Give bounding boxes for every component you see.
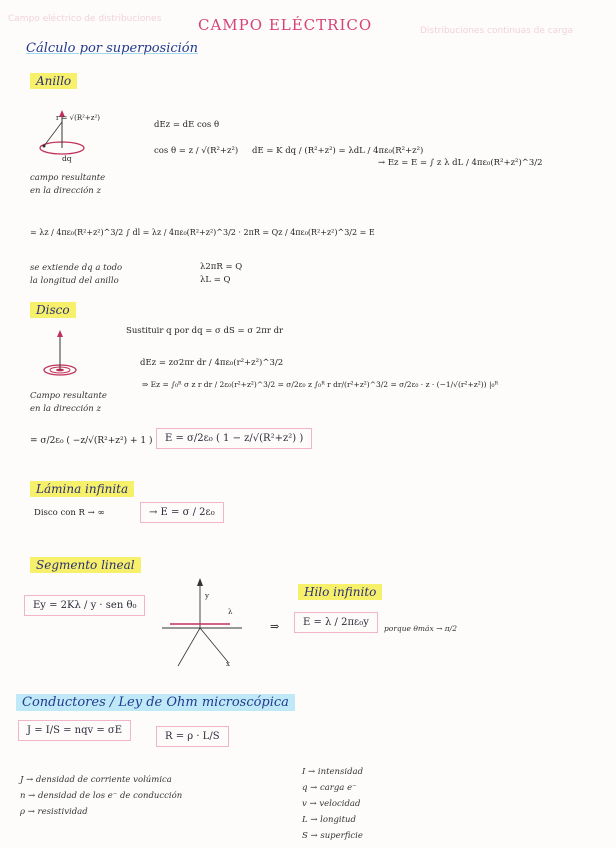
section-superposicion-title: Cálculo por superposición — [26, 41, 199, 56]
conductores-leg-2: q → carga e⁻ — [302, 783, 357, 793]
conductores-leg-1: I → intensidad — [302, 767, 364, 777]
hilo-arrow: ⇒ — [270, 620, 280, 633]
segmento-axis-y: y — [205, 592, 209, 600]
disco-eq-4-box: E = σ/2ε₀ ( 1 − z/√(R²+z²) ) — [156, 428, 312, 449]
segmento-axis-x: x — [226, 660, 230, 668]
segmento-eq-box: Ey = 2Kλ / y · sen θ₀ — [24, 595, 145, 616]
anillo-eq-5: = λz / 4πε₀(R²+z²)^3/2 ∫ dl = λz / 4πε₀(R²+z²)^3/2 · 2πR = Qz / 4πε₀(R²+z²)^3/2 = E — [30, 228, 375, 237]
conductores-eq-2-box: R = ρ · L/S — [156, 726, 229, 747]
anillo-label: Anillo — [30, 73, 77, 89]
anillo-eq-3: dE = K dq / (R²+z²) = λdL / 4πε₀(R²+z²) — [252, 146, 424, 156]
page-title: CAMPO ELÉCTRICO — [198, 16, 373, 34]
disco-eq-1: dEz = zσ2πr dr / 4πε₀(r²+z²)^3/2 — [140, 358, 284, 368]
lamina-text: Disco con R → ∞ — [34, 508, 105, 518]
anillo-note-2: en la dirección z — [30, 186, 101, 196]
anillo-eq-6a: λ2πR = Q — [200, 262, 243, 272]
hilo-label: Hilo infinito — [298, 584, 382, 600]
conductores-leg-4: L → longitud — [302, 815, 356, 825]
anillo-eq-1: dEz = dE cos θ — [154, 120, 220, 130]
anillo-eq-6b: λL = Q — [200, 275, 231, 285]
anillo-note-3: se extiende dq a todo — [30, 263, 123, 273]
faint-header-left: Campo eléctrico de distribuciones — [8, 14, 162, 24]
hilo-note: porque θmáx → π/2 — [384, 624, 457, 633]
conductores-label: Conductores / Ley de Ohm microscópica — [16, 694, 295, 711]
hilo-eq-box: E = λ / 2πε₀y — [294, 612, 378, 633]
disc-diagram-icon — [32, 330, 92, 380]
anillo-note-4: la longitud del anillo — [30, 276, 119, 286]
conductores-def-3: ρ → resistividad — [20, 807, 88, 817]
disco-eq-3: = σ/2ε₀ ( −z/√(R²+z²) + 1 ) — [30, 436, 153, 446]
conductores-leg-3: v → velocidad — [302, 799, 361, 809]
segmento-lambda: λ — [228, 608, 233, 616]
faint-header-right: Distribuciones continuas de carga — [420, 26, 574, 36]
lamina-label: Lámina infinita — [30, 481, 134, 497]
conductores-eq-1-box: J = I/S = nqv = σE — [18, 720, 131, 741]
disco-subst: Sustituir q por dq = σ dS = σ 2πr dr — [126, 326, 284, 336]
disco-note-2: en la dirección z — [30, 404, 101, 414]
anillo-r-label: r = √(R²+z²) — [56, 114, 101, 122]
conductores-def-2: n → densidad de los e⁻ de conducción — [20, 791, 183, 801]
anillo-eq-4: → Ez = E = ∫ z λ dL / 4πε₀(R²+z²)^3/2 — [378, 158, 543, 168]
lamina-eq-box: → E = σ / 2ε₀ — [140, 502, 224, 523]
anillo-note-1: campo resultante — [30, 173, 106, 183]
conductores-leg-5: S → superficie — [302, 831, 363, 841]
segmento-label: Segmento lineal — [30, 557, 141, 573]
conductores-def-1: J → densidad de corriente volúmica — [20, 775, 172, 785]
anillo-eq-2: cos θ = z / √(R²+z²) — [154, 146, 239, 156]
disco-eq-2: ⇒ Ez = ∫₀ᴿ σ z r dr / 2ε₀(r²+z²)^3/2 = σ/2ε₀ z ∫₀ᴿ r dr/(r²+z²)^3/2 = σ/2ε₀ · z · (−1/√(r²+z²)) |₀ᴿ — [142, 380, 499, 389]
anillo-dq-label: dq — [62, 154, 72, 163]
disco-note-1: Campo resultante — [30, 391, 107, 401]
disco-label: Disco — [30, 302, 76, 318]
